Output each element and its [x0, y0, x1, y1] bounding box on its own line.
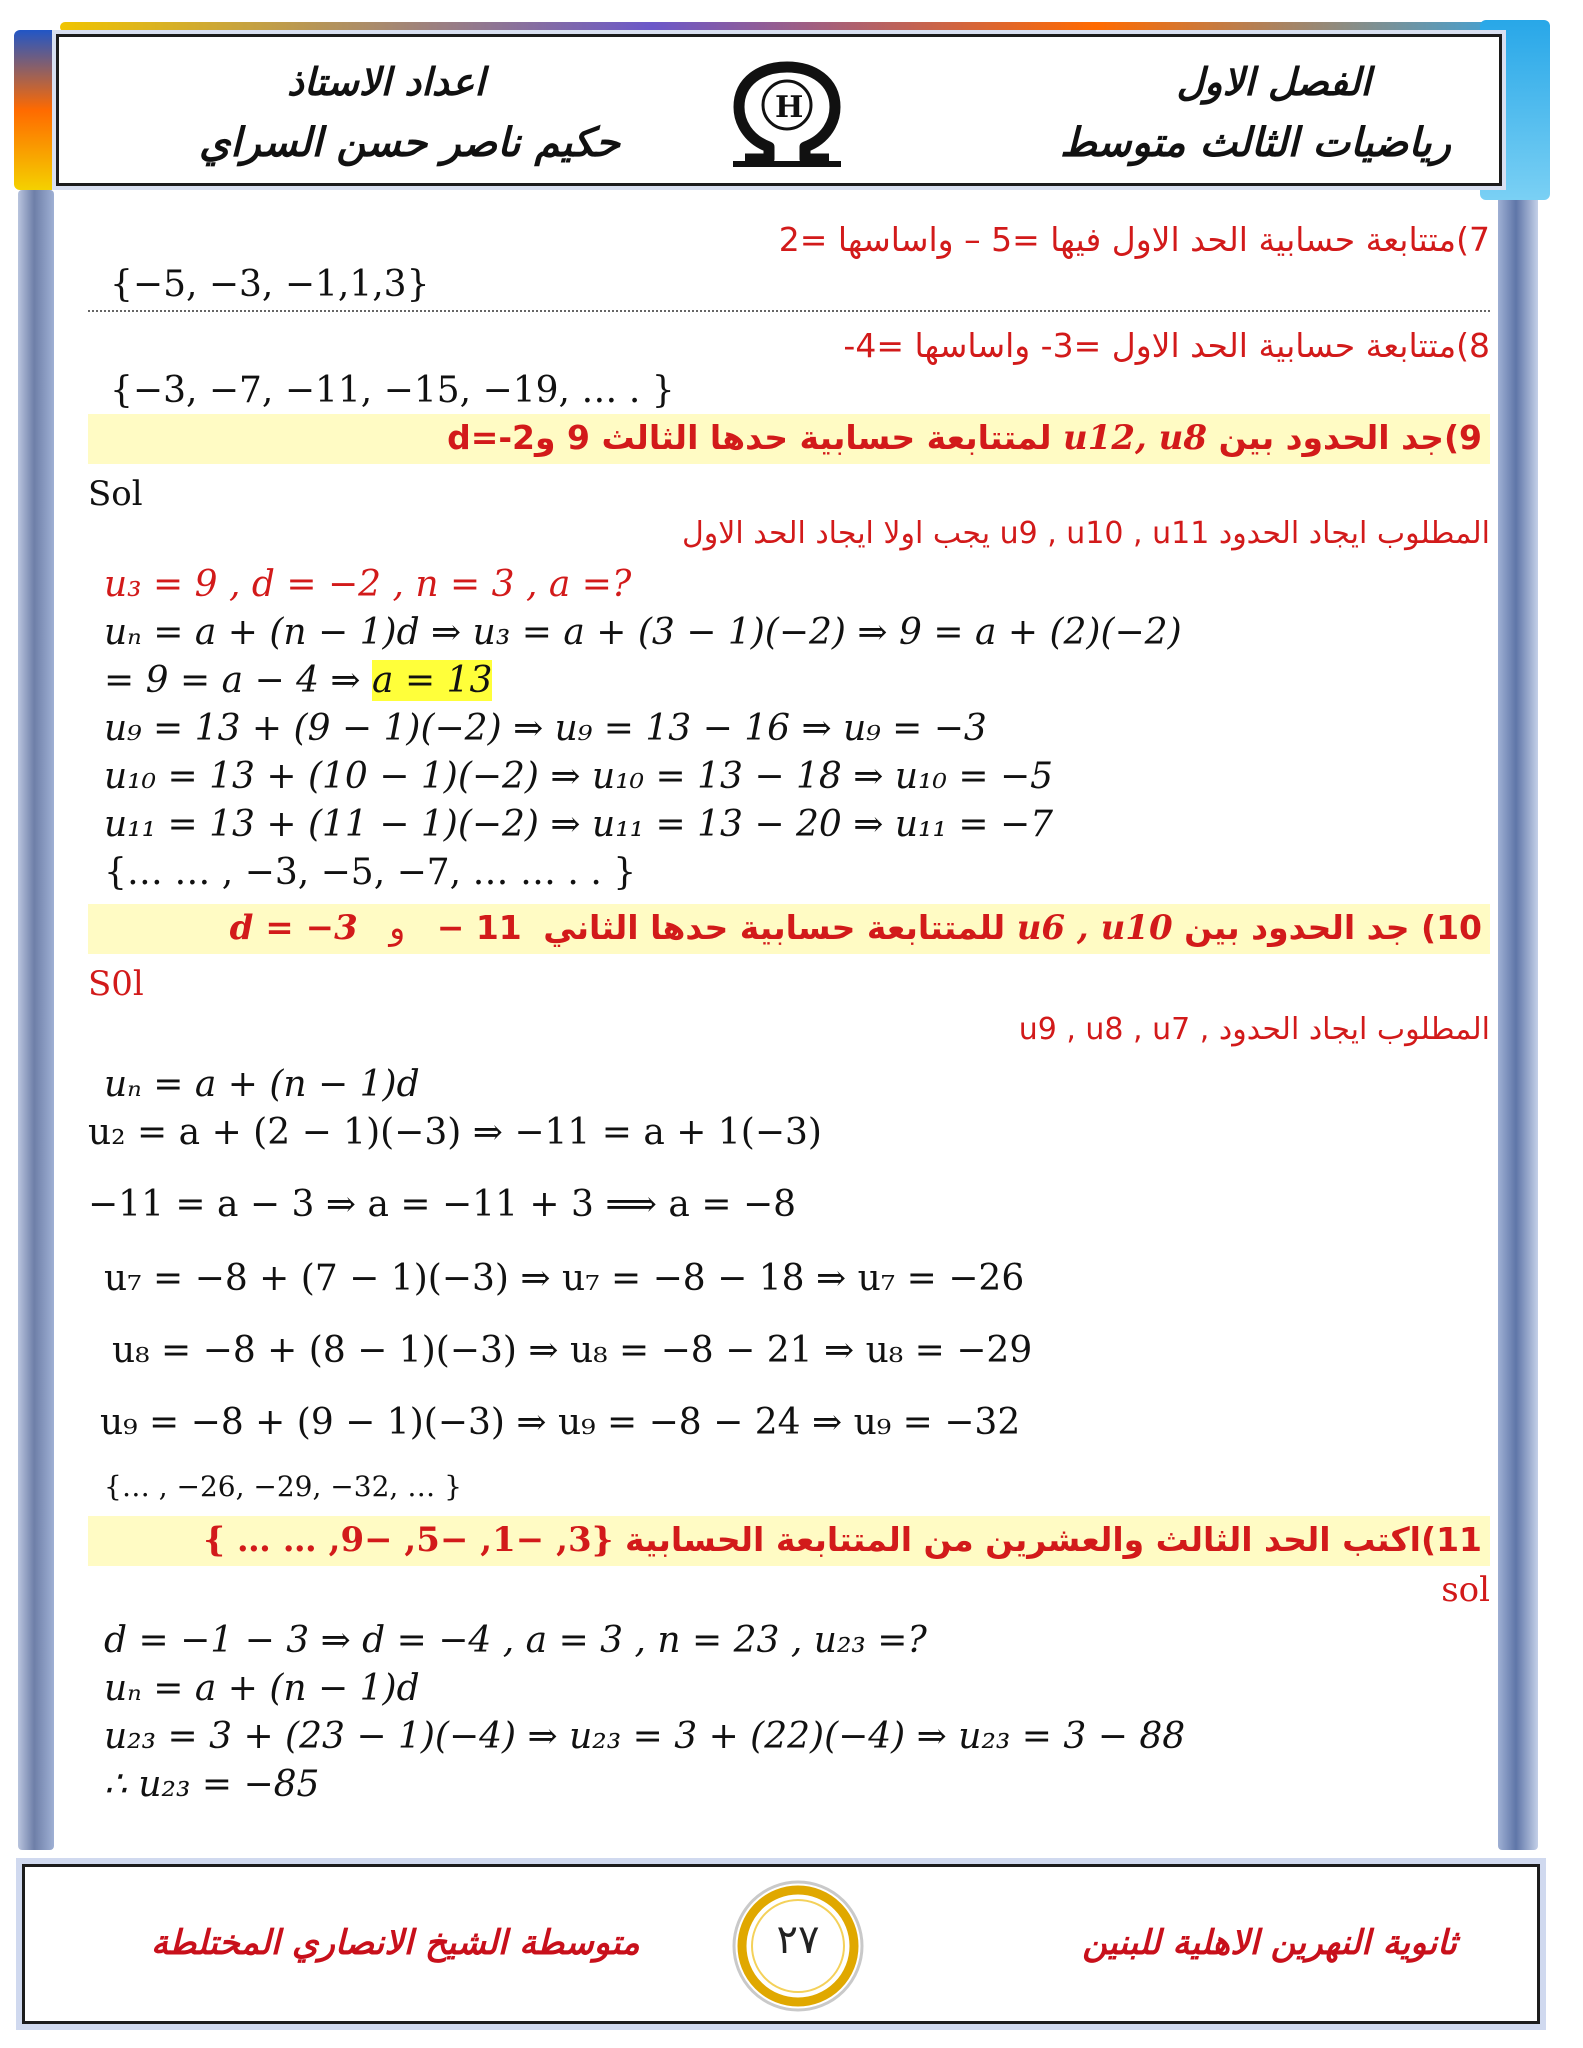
footer-school-right: ثانوية النهرين الاهلية للبنين — [1082, 1923, 1457, 1963]
omega-logo-icon — [725, 61, 849, 171]
q9-line-u10: u₁₀ = 13 + (10 − 1)(−2) ⇒ u₁₀ = 13 − 18 ⇒ u₁₀ = −5 — [104, 756, 1054, 797]
question-11-text: 11)اكتب الحد الثالث والعشرين من المتتابعة الحسابية — [625, 1520, 1482, 1559]
subject-title: رياضيات الثالث متوسط — [1059, 119, 1451, 166]
question-11 — [88, 1516, 1490, 1566]
top-frame-accent — [60, 22, 1540, 32]
q9-result-seq: {… … , −3, −5, −7, … … . . } — [104, 852, 637, 893]
question-10-terms: u6 , u10 — [1016, 908, 1173, 948]
question-9-terms: u12, u8 — [1062, 418, 1208, 458]
left-frame-bar — [18, 190, 54, 1850]
q11-line-3: u₂₃ = 3 + (23 − 1)(−4) ⇒ u₂₃ = 3 + (22)(−4) ⇒ u₂₃ = 3 − 88 — [104, 1716, 1186, 1757]
page-number-badge — [729, 1877, 867, 2015]
prepared-by-label: اعداد الاستاذ — [287, 59, 485, 104]
question-10-suffix: للمتتابعة حسابية حدها الثاني — [543, 908, 1006, 947]
top-left-frame-accent — [14, 30, 62, 190]
q10-line-3: −11 = a − 3 ⇒ a = −11 + 3 ⟹ a = −8 — [88, 1184, 797, 1225]
question-9-prefix: 9)جد الحدود بين — [1218, 418, 1482, 457]
q10-result-seq: {… , −26, −29, −32, … } — [104, 1470, 462, 1503]
page-footer — [22, 1864, 1540, 2024]
chapter-title: الفصل الاول — [1176, 59, 1371, 104]
right-frame-bar — [1498, 190, 1538, 1850]
question-11-seq: {3, −1, −5, −9, … … } — [203, 1520, 614, 1560]
question-7-answer: {−5, −3, −1,1,3} — [88, 264, 1490, 312]
q9-sol-label: Sol — [88, 474, 143, 514]
q11-sol-label: sol — [1441, 1570, 1490, 1610]
q10-line-u9: u₉ = −8 + (9 − 1)(−3) ⇒ u₉ = −8 − 24 ⇒ u₉ = −32 — [100, 1402, 1021, 1443]
question-10-and: و — [389, 908, 406, 947]
question-10 — [88, 904, 1490, 954]
page-header — [56, 34, 1502, 186]
q11-line-4: ∴ u₂₃ = −85 — [104, 1764, 320, 1805]
question-7: 7)متتابعة حسابية الحد الاول فيها =5 – واساسها =2 — [778, 220, 1490, 259]
q11-line-1: d = −1 − 3 ⇒ d = −4 , a = 3 , n = 23 , u₂₃ =? — [104, 1620, 927, 1661]
q10-line-2: u₂ = a + (2 − 1)(−3) ⇒ −11 = a + 1(−3) — [88, 1112, 822, 1153]
svg-text:H: H — [775, 90, 804, 125]
q9-first-term-highlight: a = 13 — [372, 660, 493, 701]
q10-line-u7: u₇ = −8 + (7 − 1)(−3) ⇒ u₇ = −8 − 18 ⇒ u₇ = −26 — [104, 1258, 1025, 1299]
question-8-answer: {−3, −7, −11, −15, −19, … . } — [110, 370, 675, 411]
teacher-name: حكيم ناصر حسن السراي — [199, 119, 620, 166]
footer-school-left: متوسطة الشيخ الانصاري المختلطة — [151, 1923, 640, 1963]
question-8: 8)متتابعة حسابية الحد الاول =3- واساسها =4- — [843, 326, 1490, 365]
question-9 — [88, 414, 1490, 464]
q9-line-3: = 9 = a − 4 ⇒ a = 13 — [104, 660, 493, 701]
question-9-suffix: لمتتابعة حسابية حدها الثالث 9 وd=-2 — [447, 418, 1052, 457]
q10-line-1: uₙ = a + (n − 1)d — [104, 1064, 420, 1105]
q9-line-u9: u₉ = 13 + (9 − 1)(−2) ⇒ u₉ = 13 − 16 ⇒ u₉ = −3 — [104, 708, 987, 749]
question-10-value: 11 − — [436, 908, 522, 947]
q9-line-1: u₃ = 9 , d = −2 , n = 3 , a =? — [104, 564, 632, 605]
page-number: ٢٧ — [776, 1917, 820, 1963]
q9-line-2: uₙ = a + (n − 1)d ⇒ u₃ = a + (3 − 1)(−2) ⇒ 9 = a + (2)(−2) — [104, 612, 1182, 653]
q9-line-u11: u₁₁ = 13 + (11 − 1)(−2) ⇒ u₁₁ = 13 − 20 ⇒ u₁₁ = −7 — [104, 804, 1054, 845]
question-10-prefix: 10) جد الحدود بين — [1184, 908, 1482, 947]
q10-sol-label: S0l — [88, 964, 144, 1004]
question-10-d: d = −3 — [229, 908, 358, 948]
q11-line-2: uₙ = a + (n − 1)d — [104, 1668, 420, 1709]
q9-required: المطلوب ايجاد الحدود u9 , u10 , u11 يجب اولا ايجاد الحد الاول — [681, 516, 1490, 551]
q10-line-u8: u₈ = −8 + (8 − 1)(−3) ⇒ u₈ = −8 − 21 ⇒ u₈ = −29 — [112, 1330, 1033, 1371]
q10-required: المطلوب ايجاد الحدود , u9 , u8 , u7 — [1018, 1012, 1490, 1047]
